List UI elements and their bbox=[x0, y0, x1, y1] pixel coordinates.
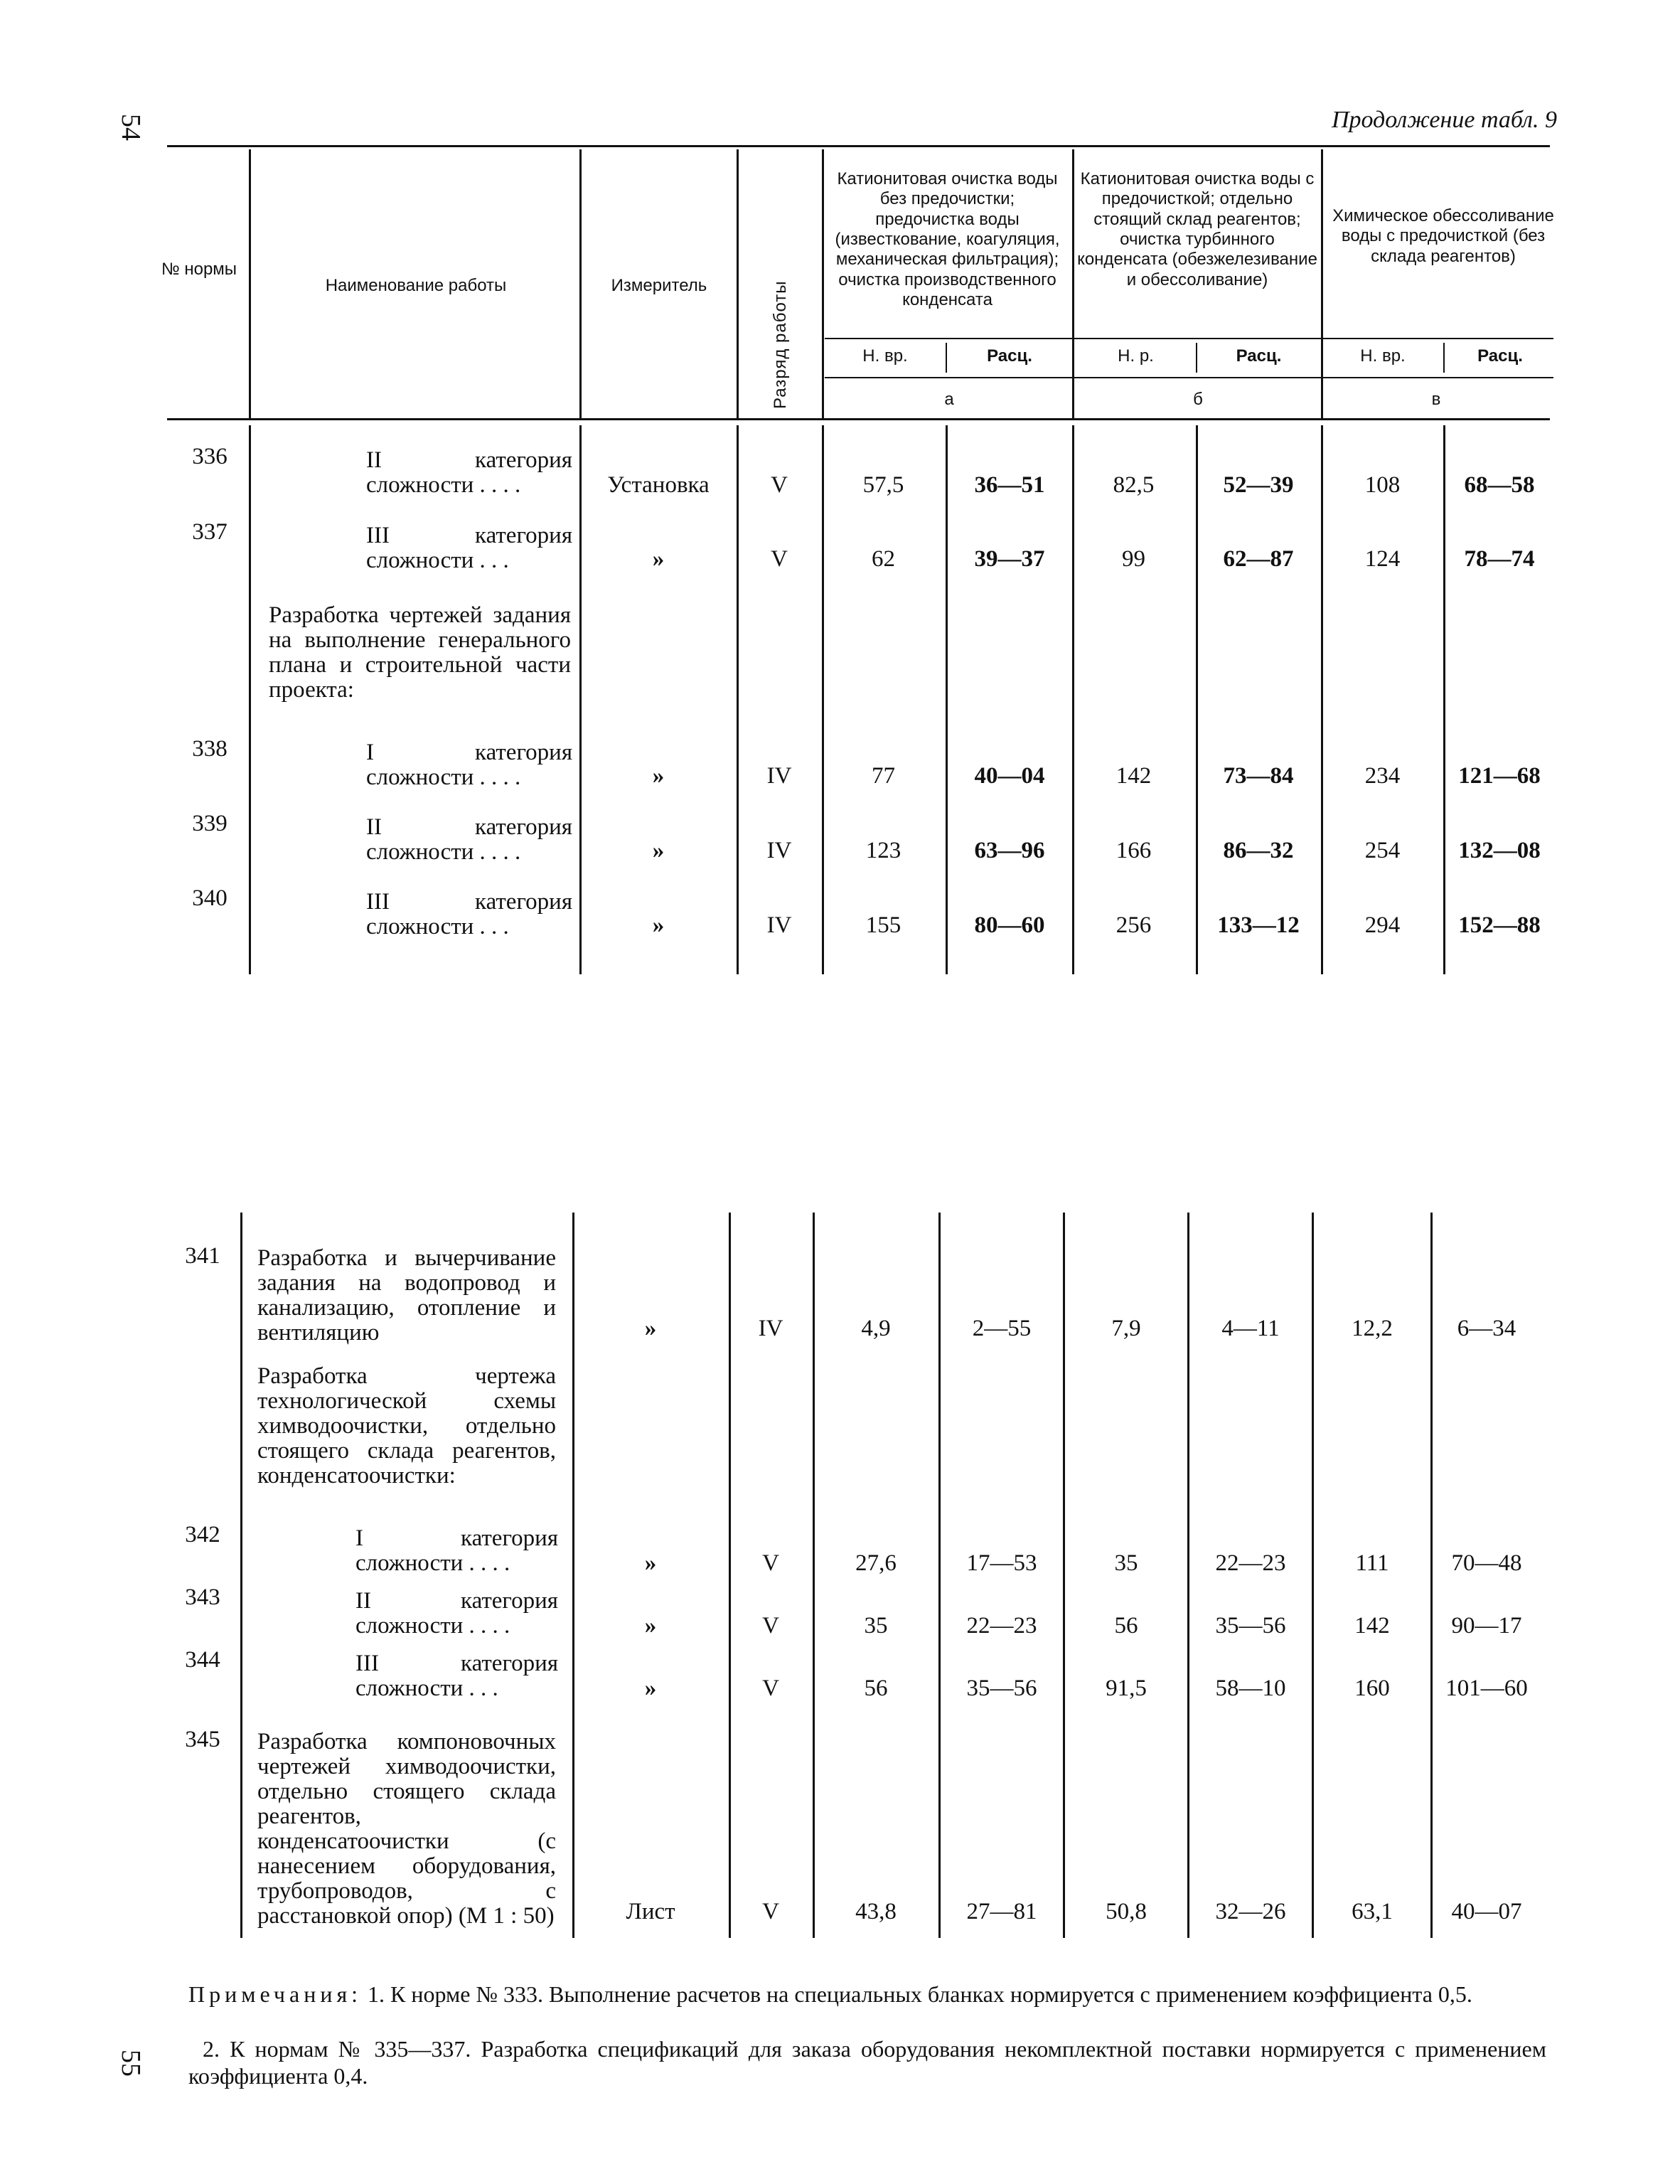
section-heading: Разработка чертежа технологической схемы химводоочистки, отдельно стоящего склада реагентов, конденсатоочистки: bbox=[257, 1363, 556, 1488]
rasc-b: 58—10 bbox=[1215, 1676, 1286, 1701]
header-bottom-rule bbox=[167, 418, 1550, 420]
header-rasc-a: Расц. bbox=[987, 346, 1032, 366]
column-divider bbox=[938, 1213, 941, 1938]
work-name: II категория сложности . . . . bbox=[366, 447, 572, 498]
hvr-a: 155 bbox=[865, 912, 901, 938]
column-divider bbox=[249, 425, 251, 974]
header-divider bbox=[822, 149, 824, 418]
column-divider bbox=[1187, 1213, 1189, 1938]
rasc-a: 39—37 bbox=[974, 546, 1045, 572]
table-continuation-caption: Продолжение табл. 9 bbox=[1331, 107, 1557, 133]
work-name: I категория сложности . . . . bbox=[355, 1525, 558, 1576]
rasc-a: 63—96 bbox=[974, 838, 1045, 863]
rasc-b: 133—12 bbox=[1217, 912, 1300, 938]
header-group-a: Катионитовая очистка воды без предочистки; предочистка воды (известкование, коагуляция, механическая фильтрация); очистка производственного конденсата bbox=[835, 169, 1060, 309]
hvr-c: 234 bbox=[1364, 763, 1401, 789]
unit: » bbox=[652, 763, 665, 789]
hvr-b: 166 bbox=[1115, 838, 1152, 863]
grade: IV bbox=[766, 912, 792, 938]
rasc-c: 68—58 bbox=[1464, 472, 1535, 498]
hvr-a: 4,9 bbox=[861, 1316, 891, 1341]
page-number-bottom: 55 bbox=[116, 2050, 146, 2077]
column-divider bbox=[572, 1213, 574, 1938]
unit: » bbox=[652, 546, 665, 572]
norm-number: 341 bbox=[185, 1243, 220, 1269]
hvr-b: 82,5 bbox=[1113, 472, 1155, 498]
note-2-block bbox=[188, 2035, 1546, 2089]
header-group-b: Катионитовая очистка воды с предочисткой; отдельно стоящий склад реагентов; очистка турбинного конденсата (обезжелезивание и обессоливание) bbox=[1077, 169, 1317, 289]
hvr-b: 99 bbox=[1122, 546, 1145, 572]
work-name: Разработка компоновочных чертежей химводоочистки, отдельно стоящего склада реагентов, конденсатоочистки (с нанесением оборудования, трубопроводов, с расстановкой опор) (М 1 : 50) bbox=[257, 1729, 556, 1929]
header-hvr-c: Н. вр. bbox=[1360, 346, 1406, 366]
column-divider bbox=[579, 425, 582, 974]
notes bbox=[188, 1981, 1546, 2008]
hvr-a: 56 bbox=[864, 1676, 888, 1701]
unit: Установка bbox=[607, 472, 710, 498]
hvr-c: 160 bbox=[1354, 1676, 1390, 1701]
subheader-divider bbox=[1196, 343, 1197, 373]
grade: V bbox=[771, 472, 788, 498]
work-name: Разработка и вычерчивание задания на водопровод и канализацию, отопление и вентиляцию bbox=[257, 1245, 556, 1346]
rasc-c: 6—34 bbox=[1457, 1316, 1516, 1341]
hvr-b: 142 bbox=[1115, 763, 1152, 789]
unit: » bbox=[652, 838, 665, 863]
hvr-b: 56 bbox=[1114, 1613, 1138, 1639]
header-group-c: Химическое обессоливание воды с предочисткой (без склада реагентов) bbox=[1332, 206, 1554, 266]
unit: Лист bbox=[626, 1899, 675, 1924]
rasc-a: 35—56 bbox=[966, 1676, 1037, 1701]
hvr-a: 77 bbox=[872, 763, 895, 789]
column-divider bbox=[1063, 1213, 1065, 1938]
rasc-a: 80—60 bbox=[974, 912, 1045, 938]
rasc-c: 101—60 bbox=[1445, 1676, 1528, 1701]
norm-number: 338 bbox=[192, 736, 228, 762]
rasc-a: 22—23 bbox=[966, 1613, 1037, 1639]
hvr-c: 142 bbox=[1354, 1613, 1390, 1639]
norm-number: 339 bbox=[192, 811, 228, 836]
norm-number: 336 bbox=[192, 444, 228, 469]
header-hvr-b: Н. р. bbox=[1118, 346, 1154, 366]
subheader-rule bbox=[825, 338, 1553, 339]
note-2: 2. К нормам № 335—337. Разработка спецификаций для заказа оборудования некомплектной поставки нормируется с применением коэффициента 0,4. bbox=[188, 2036, 1546, 2089]
work-name: III категория сложности . . . bbox=[355, 1651, 558, 1701]
rasc-b: 52—39 bbox=[1223, 472, 1294, 498]
column-divider bbox=[1443, 425, 1445, 974]
column-divider bbox=[813, 1213, 815, 1938]
norm-number: 340 bbox=[192, 885, 228, 911]
norm-number: 337 bbox=[192, 519, 228, 545]
header-divider bbox=[579, 149, 582, 418]
rasc-b: 86—32 bbox=[1223, 838, 1294, 863]
hvr-c: 254 bbox=[1364, 838, 1401, 863]
rasc-c: 40—07 bbox=[1451, 1899, 1522, 1924]
hvr-b: 91,5 bbox=[1106, 1676, 1147, 1701]
column-divider bbox=[822, 425, 824, 974]
rasc-b: 62—87 bbox=[1223, 546, 1294, 572]
norm-number: 344 bbox=[185, 1647, 220, 1673]
hvr-b: 256 bbox=[1115, 912, 1152, 938]
work-name: III категория сложности . . . bbox=[366, 889, 572, 939]
hvr-a: 57,5 bbox=[862, 472, 904, 498]
hvr-b: 50,8 bbox=[1106, 1899, 1147, 1924]
unit: » bbox=[652, 912, 665, 938]
hvr-a: 123 bbox=[865, 838, 901, 863]
header-rasc-c: Расц. bbox=[1477, 346, 1523, 366]
column-divider bbox=[1196, 425, 1198, 974]
rasc-a: 2—55 bbox=[972, 1316, 1032, 1341]
work-name: II категория сложности . . . . bbox=[366, 814, 572, 865]
rasc-a: 27—81 bbox=[966, 1899, 1037, 1924]
rasc-b: 32—26 bbox=[1215, 1899, 1286, 1924]
note-1: 1. К норме № 333. Выполнение расчетов на специальных бланках нормируется с применением коэффициента 0,5. bbox=[368, 1981, 1472, 2007]
hvr-c: 124 bbox=[1364, 546, 1401, 572]
work-name: II категория сложности . . . . bbox=[355, 1588, 558, 1639]
header-rasc-b: Расц. bbox=[1236, 346, 1282, 366]
rasc-c: 70—48 bbox=[1451, 1550, 1522, 1576]
rasc-b: 4—11 bbox=[1221, 1316, 1280, 1341]
hvr-a: 43,8 bbox=[855, 1899, 897, 1924]
header-divider bbox=[249, 149, 251, 418]
rasc-a: 40—04 bbox=[974, 763, 1045, 789]
grade: V bbox=[762, 1676, 779, 1701]
column-divider bbox=[737, 425, 739, 974]
column-divider bbox=[1430, 1213, 1433, 1938]
norm-number: 342 bbox=[185, 1522, 220, 1548]
header-letter-b: б bbox=[1193, 390, 1203, 409]
header-grade: Разряд работы bbox=[771, 280, 790, 409]
rasc-c: 132—08 bbox=[1458, 838, 1541, 863]
norm-number: 343 bbox=[185, 1584, 220, 1610]
header-norm-number: № нормы bbox=[161, 260, 237, 279]
grade: V bbox=[762, 1550, 779, 1576]
hvr-b: 7,9 bbox=[1111, 1316, 1141, 1341]
rasc-b: 35—56 bbox=[1215, 1613, 1286, 1639]
hvr-a: 62 bbox=[872, 546, 895, 572]
header-letter-c: в bbox=[1431, 390, 1441, 409]
rasc-b: 22—23 bbox=[1215, 1550, 1286, 1576]
hvr-b: 35 bbox=[1114, 1550, 1138, 1576]
column-divider bbox=[1072, 425, 1074, 974]
notes-label: Примечания: bbox=[188, 1981, 363, 2007]
unit: » bbox=[644, 1550, 657, 1576]
rasc-a: 36—51 bbox=[974, 472, 1045, 498]
column-divider bbox=[946, 425, 948, 974]
unit: » bbox=[644, 1316, 657, 1341]
column-divider bbox=[1321, 425, 1323, 974]
work-name: I категория сложности . . . . bbox=[366, 740, 572, 790]
column-divider bbox=[1312, 1213, 1314, 1938]
section-heading: Разработка чертежей задания на выполнение генерального плана и строительной части проекта: bbox=[269, 602, 571, 703]
rasc-c: 78—74 bbox=[1464, 546, 1535, 572]
grade: V bbox=[771, 546, 788, 572]
grade: V bbox=[762, 1613, 779, 1639]
hvr-c: 108 bbox=[1364, 472, 1401, 498]
hvr-a: 35 bbox=[864, 1613, 888, 1639]
hvr-c: 111 bbox=[1355, 1550, 1389, 1576]
header-hvr-a: Н. вр. bbox=[862, 346, 908, 366]
norm-number: 345 bbox=[185, 1727, 220, 1752]
grade: V bbox=[762, 1899, 779, 1924]
hvr-c: 12,2 bbox=[1352, 1316, 1393, 1341]
rasc-c: 121—68 bbox=[1458, 763, 1541, 789]
header-unit: Измеритель bbox=[611, 276, 707, 295]
header-top-rule bbox=[167, 145, 1550, 147]
hvr-c: 63,1 bbox=[1352, 1899, 1393, 1924]
hvr-a: 27,6 bbox=[855, 1550, 897, 1576]
page-number-top: 54 bbox=[116, 114, 146, 141]
subheader-divider bbox=[946, 343, 947, 373]
grade: IV bbox=[766, 763, 792, 789]
grade: IV bbox=[766, 838, 792, 863]
unit: » bbox=[644, 1676, 657, 1701]
subheader-rule bbox=[825, 377, 1553, 378]
unit: » bbox=[644, 1613, 657, 1639]
rasc-a: 17—53 bbox=[966, 1550, 1037, 1576]
rasc-b: 73—84 bbox=[1223, 763, 1294, 789]
subheader-divider bbox=[1443, 343, 1445, 373]
grade: IV bbox=[758, 1316, 783, 1341]
column-divider bbox=[240, 1213, 242, 1938]
header-divider bbox=[737, 149, 739, 418]
hvr-c: 294 bbox=[1364, 912, 1401, 938]
work-name: III категория сложности . . . bbox=[366, 523, 572, 573]
header-letter-a: а bbox=[944, 390, 954, 409]
rasc-c: 90—17 bbox=[1451, 1613, 1522, 1639]
rasc-c: 152—88 bbox=[1458, 912, 1541, 938]
header-work-name: Наименование работы bbox=[325, 276, 507, 295]
